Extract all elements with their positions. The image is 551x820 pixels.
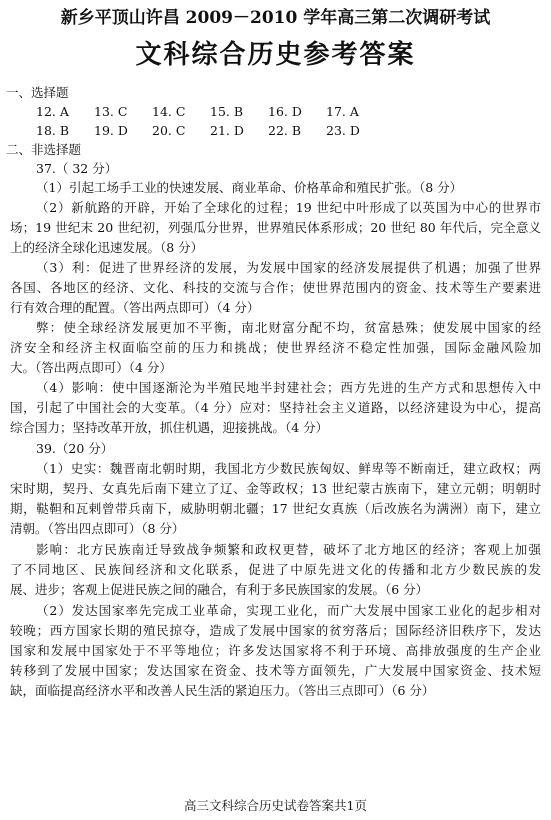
answer-item: 13. C bbox=[94, 104, 128, 119]
q39-line: 了不同地区、民族间经济和文化联系，促进了中原先进文化的传播和北方少数民族的发 bbox=[10, 562, 541, 577]
q39-line: 转移到了发展中国家；发达国家在资金、技术等方面领先，广大发展中国家资金、技术短 bbox=[10, 663, 541, 678]
section-heading-open: 二、非选择题 bbox=[6, 142, 82, 157]
q37-line: （1）引起工场手工业的快速发展、商业革命、价格革命和殖民扩张。（8 分） bbox=[36, 180, 463, 195]
q39-line: 缺，面临提高经济水平和改善人民生活的紧迫压力。（答出三点即可）（6 分） bbox=[10, 683, 435, 698]
document-title: 文科综合历史参考答案 bbox=[135, 40, 416, 70]
answer-item: 22. B bbox=[268, 123, 302, 138]
q37-line: 弊：使全球经济发展更加不平衡，南北财富分配不均，贫富悬殊；使发展中国家的经 bbox=[36, 320, 541, 335]
answer-item: 15. B bbox=[210, 104, 244, 119]
answer-row-1 bbox=[36, 102, 384, 121]
q37-line: 综合国力；坚持改革开放，抓住机遇，迎接挑战。（4 分） bbox=[10, 420, 329, 435]
q37-line: 各国、各地区的经济、文化、科技的交流与合作；使世界范围内的资金、技术等生产要素进 bbox=[10, 280, 541, 295]
q39-line: 较晚；西方国家长期的殖民掠夺，造成了发展中国家的贫穷落后；国际经济旧秩序下，发达 bbox=[10, 623, 541, 638]
exam-title: 新乡平顶山许昌 2009－2010 学年高三第二次调研考试 bbox=[60, 8, 491, 28]
q39-line: 国家和发展中国家处于不平等地位；许多发达国家将不利于环境、高排放强度的生产企业 bbox=[10, 643, 541, 658]
answer-item: 14. C bbox=[152, 104, 186, 119]
q37-line: 场；19 世纪末 20 世纪初，列强瓜分世界，世界殖民体系形成；20 世纪 80 年代后，完全意义 bbox=[10, 220, 541, 235]
question-39-label: 39.（20 分） bbox=[36, 441, 114, 456]
answer-item: 23. D bbox=[326, 123, 360, 138]
question-37-label: 37.（ 32 分） bbox=[36, 161, 118, 176]
answer-item: 20. C bbox=[152, 123, 186, 138]
q37-line: （4）影响：使中国逐渐沦为半殖民地半封建社会；西方先进的生产方式和思想传入中 bbox=[36, 380, 541, 395]
q39-line: 宋时期，契丹、女真先后南下建立了辽、金等政权；13 世纪蒙古族南下，建立元朝；明朝时 bbox=[10, 481, 541, 496]
q37-line: 行有效合理的配置。（答出两点即可）（4 分） bbox=[10, 300, 260, 315]
answer-item: 21. D bbox=[210, 123, 244, 138]
q37-line: 上的经济全球化迅速发展。（8 分） bbox=[10, 240, 204, 255]
q39-line: 期，鞑靼和瓦剌曾带兵南下，威胁明朝北疆；17 世纪女真族（后改族名为满洲）南下，建立 bbox=[10, 501, 541, 516]
q39-line: 清朝。（答出四点即可）（8 分） bbox=[10, 521, 185, 536]
q39-line: 展、进步；客观上促进民族之间的融合，有利于多民族国家的发展。（6 分） bbox=[10, 582, 429, 597]
section-heading-choice: 一、选择题 bbox=[6, 85, 69, 100]
q37-line: 大。（答出两点即可）（4 分） bbox=[10, 360, 172, 375]
q39-line: 影响：北方民族南迁导致战争频繁和政权更替，破坏了北方地区的经济；客观上加强 bbox=[36, 542, 541, 557]
answer-item: 12. A bbox=[36, 104, 69, 119]
q37-line: （2）新航路的开辟，开始了全球化的过程；19 世纪中叶形成了以英国为中心的世界市 bbox=[36, 200, 541, 215]
page-footer: 高三文科综合历史试卷答案共1页 bbox=[184, 798, 367, 813]
q39-line: （2）发达国家率先完成工业革命，实现工业化，而广大发展中国家工业化的起步相对 bbox=[36, 603, 541, 618]
q37-line: 济安全和经济主权面临空前的压力和挑战；使世界经济不稳定性加强，国际金融风险加 bbox=[10, 340, 541, 355]
q37-line: 国，引起了中国社会的大变革。（4 分）应对：坚持社会主义道路，以经济建设为中心，提高 bbox=[10, 400, 541, 415]
answer-item: 19. D bbox=[94, 123, 128, 138]
q39-line: （1）史实：魏晋南北朝时期，我国北方少数民族匈奴、鲜卑等不断南迁，建立政权；两 bbox=[36, 461, 541, 476]
answer-row-2 bbox=[36, 121, 384, 140]
answer-item: 16. D bbox=[268, 104, 302, 119]
answer-item: 18. B bbox=[36, 123, 70, 138]
q37-line: （3）利：促进了世界经济的发展，为发展中国家的经济发展提供了机遇；加强了世界 bbox=[36, 260, 541, 275]
answer-item: 17. A bbox=[326, 104, 359, 119]
